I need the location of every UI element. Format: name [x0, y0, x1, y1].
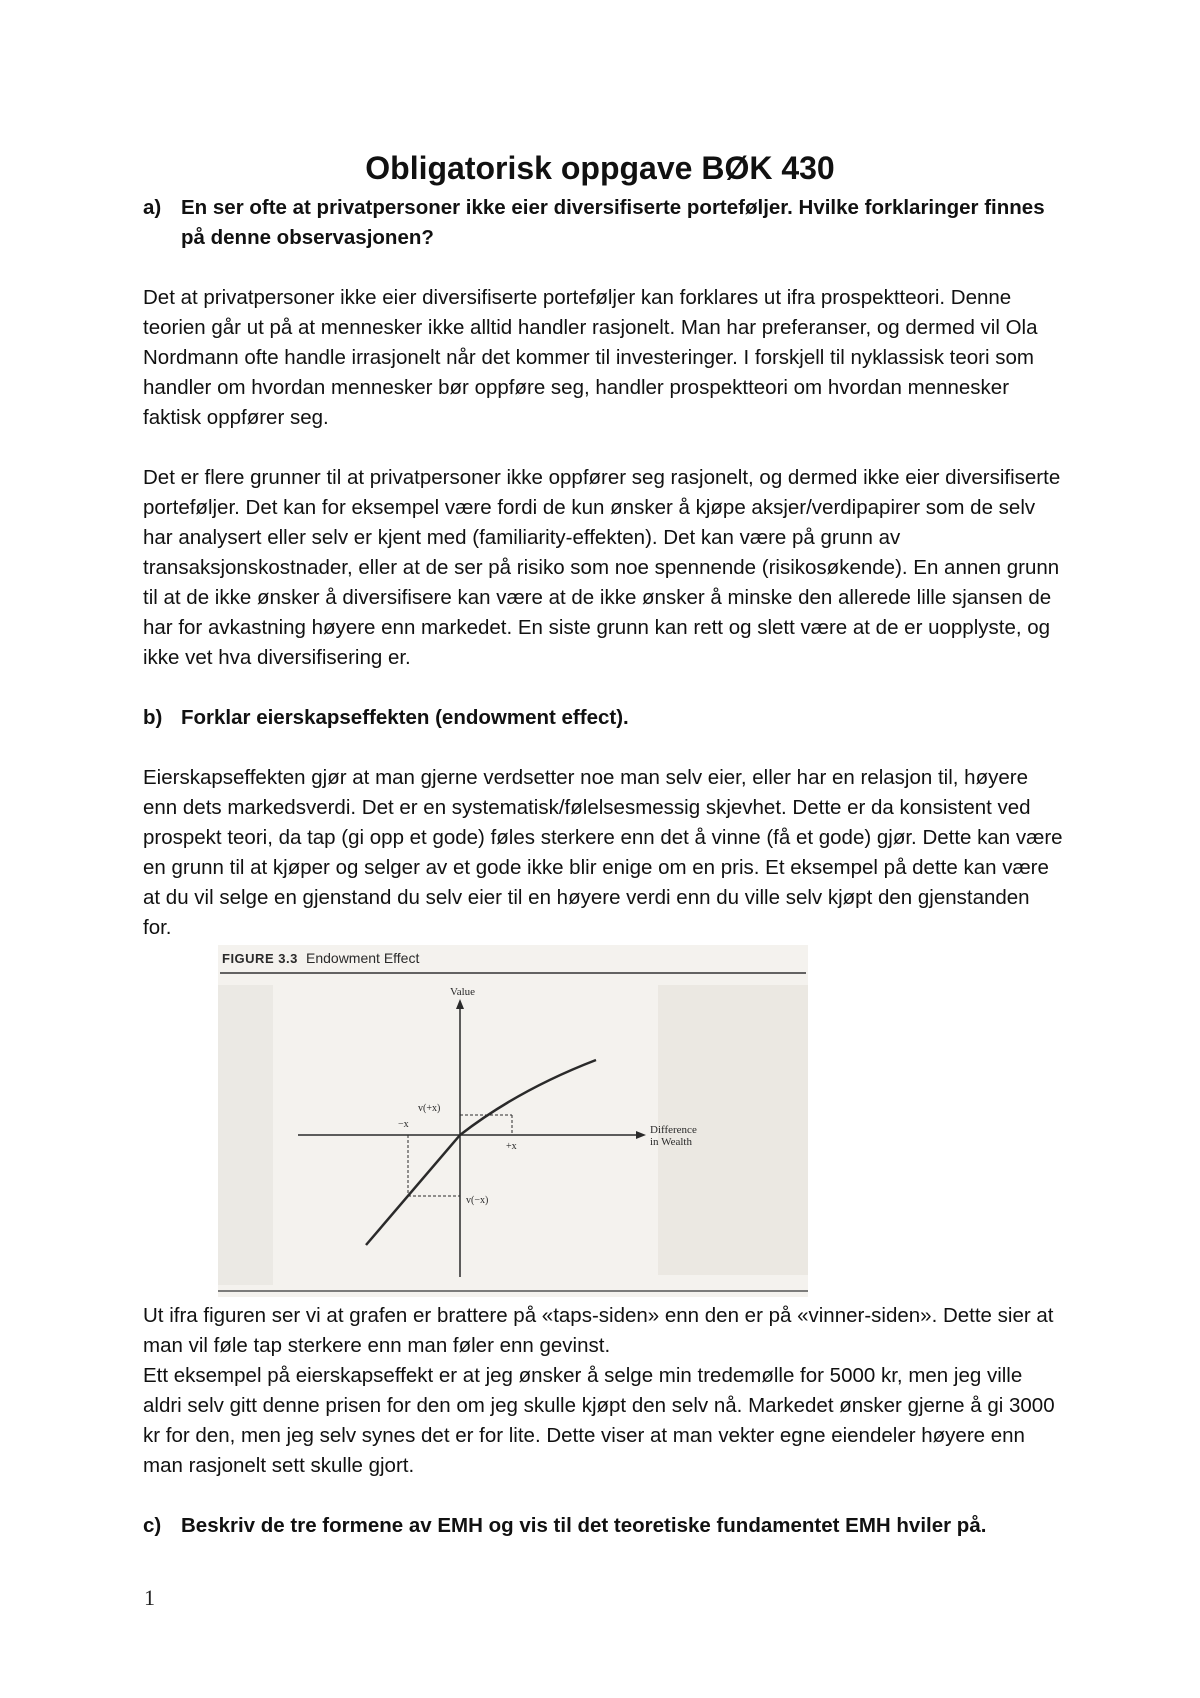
question-c-text: Beskriv de tre formene av EMH og vis til det teoretiske fundamentet EMH hviler på.: [181, 1514, 987, 1537]
answer-b-paragraph-2: Ut ifra figuren ser vi at grafen er brattere på «taps-siden» enn den er på «vinner-siden». Dette sier at man vil føle tap sterkere enn man føler enn gevinst.: [143, 1304, 1054, 1357]
question-b: [143, 703, 1063, 733]
endowment-effect-figure: [218, 945, 808, 1297]
x-axis-label-line1: Difference: [650, 1124, 697, 1136]
figure-caption-prefix: FIGURE 3.3: [222, 951, 298, 966]
label-plus-x: +x: [506, 1141, 517, 1152]
question-b-text: Forklar eierskapseffekten (endowment effect).: [181, 706, 629, 729]
answer-b-paragraph-1: Eierskapseffekten gjør at man gjerne verdsetter noe man selv eier, eller har en relasjon til, høyere enn dets markedsverdi. Det er en systematisk/følelsesmessig skjevhet. Dette er da konsistent ved prospekt teori, da tap (gi opp et gode) føles sterkere enn det å vinne (få et gode) gjør. Dette kan være en grunn til at kjøper og selger av et gode ikke blir enige om en pris. Et eksempel på dette kan være at du vil selge en gjenstand du selv eier til en høyere verdi enn du ville selv kjøpt den gjenstanden for.: [143, 766, 1063, 939]
page-number: 1: [144, 1585, 155, 1610]
figure-caption-title: Endowment Effect: [306, 950, 420, 966]
document-body: [143, 193, 1063, 1541]
answer-a-paragraph-1: Det at privatpersoner ikke eier diversifiserte porteføljer kan forklares ut ifra prospektteori. Denne teorien går ut på at mennesker ikke alltid handler rasjonelt. Man har preferanser, og dermed vil Ola Nordmann ofte handle irrasjonelt når det kommer til investeringer. I forskjell til nyklassisk teori som handler om hvordan mennesker bør oppføre seg, handler prospektteori om hvordan mennesker faktisk oppfører seg.: [143, 286, 1038, 429]
question-c-marker: c): [143, 1514, 162, 1537]
y-axis-label: Value: [450, 986, 476, 998]
label-v-minus-x: v(−x): [466, 1195, 489, 1206]
document-title: Obligatorisk oppgave BØK 430: [365, 150, 835, 186]
question-c: [143, 1511, 1063, 1541]
scan-shadow-left: [218, 985, 273, 1285]
question-a-marker: a): [143, 196, 162, 219]
question-b-marker: b): [143, 706, 163, 729]
question-a: [143, 193, 1063, 253]
label-minus-x: −x: [398, 1119, 409, 1130]
answer-b-paragraph-3: Ett eksempel på eierskapseffekt er at jeg ønsker å selge min tredemølle for 5000 kr, men jeg ville aldri selv gitt denne prisen for den om jeg skulle kjøpt den selv nå. Markedet ønsker gjerne å gi 3000 kr for den, men jeg selv synes det er for lite. Dette viser at man vekter egne eiendeler høyere enn man rasjonelt sett skulle gjort.: [143, 1364, 1055, 1477]
x-axis-label-line2: in Wealth: [650, 1136, 692, 1148]
label-v-plus-x: v(+x): [418, 1103, 441, 1114]
answer-a-paragraph-2: Det er flere grunner til at privatpersoner ikke oppfører seg rasjonelt, og dermed ikke eier diversifiserte porteføljer. Det kan for eksempel være fordi de kun ønsker å kjøpe aksjer/verdipapirer som de selv har analysert eller selv er kjent med (familiarity-effekten). Det kan være på grunn av transaksjonskostnader, eller at de ser på risiko som noe spennende (risikosøkende). En annen grunn til at de ikke ønsker å diversifisere kan være at de ikke ønsker å minske den allerede lille sjansen de har for avkastning høyere enn markedet. En siste grunn kan rett og slett være at de er uopplyste, og ikke vet hva diversifisering er.: [143, 466, 1061, 669]
question-a-text: En ser ofte at privatpersoner ikke eier diversifiserte porteføljer. Hvilke forklaringer finnes på denne observasjonen?: [181, 196, 1045, 249]
figure-image: [218, 945, 808, 1297]
